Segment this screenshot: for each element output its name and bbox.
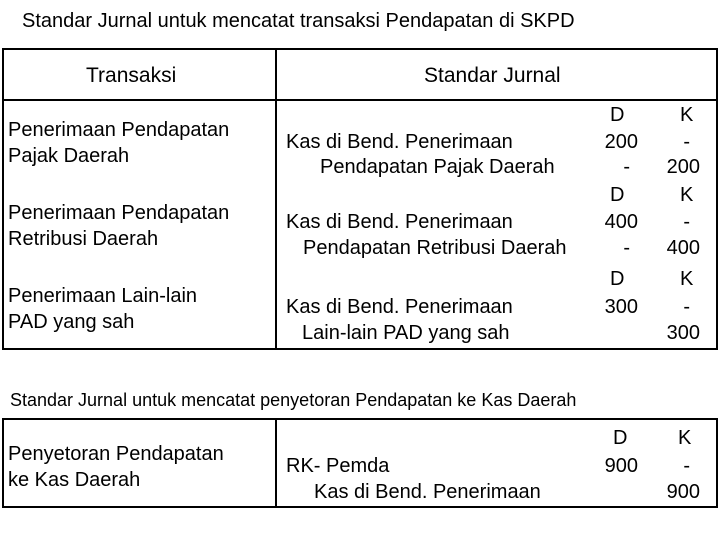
transaksi-label: Penerimaan Pendapatan (8, 119, 230, 141)
debit-account: RK- Pemda (286, 455, 390, 477)
debit-header: D (610, 184, 625, 206)
credit-value: - (683, 131, 690, 153)
header-transaksi: Transaksi (86, 64, 177, 87)
credit-value: 200 (666, 156, 700, 178)
debit-value: 900 (604, 455, 638, 477)
credit-account: Pendapatan Retribusi Daerah (303, 237, 567, 259)
transaksi-label: Pajak Daerah (8, 145, 130, 167)
transaksi-label: PAD yang sah (8, 311, 135, 333)
debit-account: Kas di Bend. Penerimaan (286, 296, 513, 318)
section-title: Standar Jurnal untuk mencatat penyetoran Pendapatan ke Kas Daerah (10, 390, 577, 410)
header-divider (2, 99, 718, 101)
credit-header: K (678, 427, 692, 449)
header-standar-jurnal: Standar Jurnal (424, 64, 561, 87)
debit-value: - (623, 237, 630, 259)
credit-header: K (680, 104, 694, 126)
transaksi-label: Penyetoran Pendapatan (8, 443, 224, 465)
debit-header: D (610, 268, 625, 290)
credit-value: - (683, 296, 690, 318)
debit-header: D (610, 104, 625, 126)
credit-account: Kas di Bend. Penerimaan (314, 481, 541, 503)
debit-value: - (623, 156, 630, 178)
debit-account: Kas di Bend. Penerimaan (286, 131, 513, 153)
credit-value: 300 (666, 322, 700, 344)
page-title: Standar Jurnal untuk mencatat transaksi Pendapatan di SKPD (22, 10, 575, 32)
credit-value: - (683, 455, 690, 477)
debit-value: 400 (604, 211, 638, 233)
credit-header: K (680, 268, 694, 290)
debit-value: 200 (604, 131, 638, 153)
credit-header: K (680, 184, 694, 206)
transaksi-label: Penerimaan Lain-lain (8, 285, 198, 307)
column-divider (275, 48, 277, 350)
debit-account: Kas di Bend. Penerimaan (286, 211, 513, 233)
debit-header: D (613, 427, 628, 449)
transaksi-label: ke Kas Daerah (8, 469, 141, 491)
credit-account: Lain-lain PAD yang sah (302, 322, 510, 344)
credit-value: 400 (666, 237, 700, 259)
credit-value: 900 (666, 481, 700, 503)
transaksi-label: Retribusi Daerah (8, 228, 159, 250)
column-divider (275, 418, 277, 508)
transaksi-label: Penerimaan Pendapatan (8, 202, 230, 224)
credit-value: - (683, 211, 690, 233)
credit-account: Pendapatan Pajak Daerah (320, 156, 555, 178)
debit-value: 300 (604, 296, 638, 318)
